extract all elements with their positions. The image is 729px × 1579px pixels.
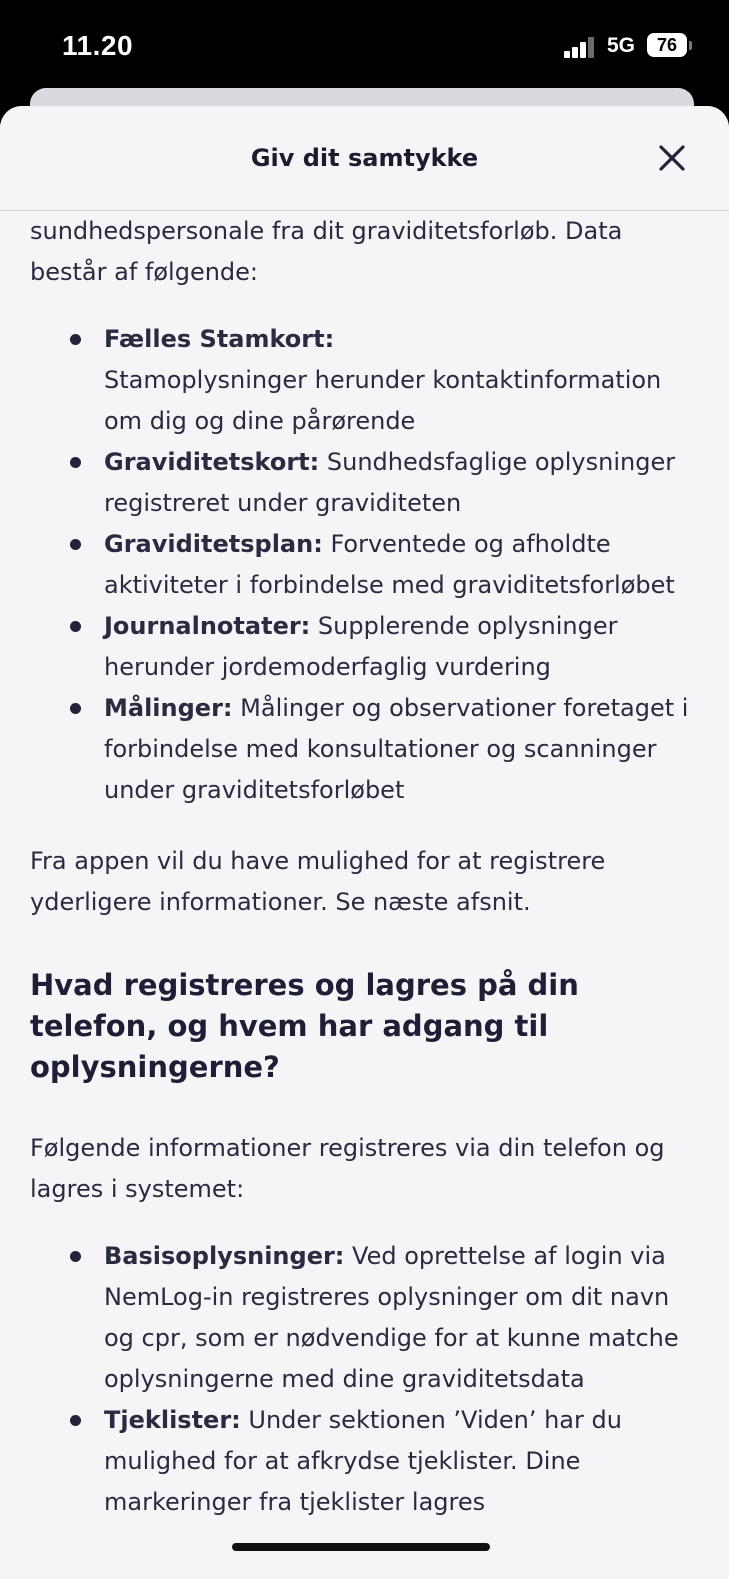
item-term: Journalnotater: [104,612,311,640]
sheet-header [0,106,729,211]
item-term: Basisoplysninger: [104,1242,345,1270]
section-heading: Hvad registreres og lagres på din telefon, og hvem har adgang til oplysningerne? [30,968,579,1084]
battery-cap [689,41,692,50]
consent-sheet [0,106,729,1579]
item-term: Målinger: [104,694,233,722]
item-term: Graviditetskort: [104,448,320,476]
item-text: Under sektionen ’Viden’ har du mulighed for at afkrydse tjeklister. Dine markeringer fra tjeklister lagres [104,1406,622,1516]
bullet [70,703,81,714]
list-item [30,442,700,524]
item-text: Sundhedsfaglige oplysninger registreret under graviditeten [104,448,676,517]
close-icon [657,143,687,173]
bullet [70,1251,81,1262]
item-term: Tjeklister: [104,1406,241,1434]
intro-line-2: består af følgende: [30,258,258,286]
bullet [70,1415,81,1426]
item-term: Graviditetsplan: [104,530,323,558]
bullet [70,621,81,632]
info-paragraph-2: Følgende informationer registreres via din telefon og lagres i systemet: [30,1134,665,1203]
list-item [30,688,700,811]
item-text: Forventede og afholdte aktiviteter i forbindelse med graviditetsforløbet [104,530,675,599]
item-text: Stamoplysninger herunder kontaktinformation om dig og dine pårørende [104,366,662,435]
item-text: Målinger og observationer foretaget i forbindelse med konsultationer og scanninger under graviditetsforløbet [104,694,689,804]
home-indicator[interactable] [232,1543,490,1551]
data-list [30,319,700,811]
list-item [30,1400,700,1523]
status-time: 11.20 [62,30,134,61]
bullet [70,457,81,468]
list-item [30,524,700,606]
network-type: 5G [607,34,636,57]
battery-icon: 76 [647,33,687,57]
consent-text [30,211,700,1523]
phone-data-list [30,1236,700,1523]
bullet [70,539,81,550]
cellular-signal-icon [564,36,596,58]
sheet-title: Giv dit samtykke [250,144,479,172]
item-text: Ved oprettelse af login via NemLog-in registreres oplysninger om dit navn og cpr, som er nødvendige for at kunne matche oplysningerne med dine graviditetsdata [104,1242,679,1393]
list-item [30,1236,700,1400]
list-item [30,319,700,442]
item-text: Supplerende oplysninger herunder jordemoderfaglig vurdering [104,612,618,681]
info-paragraph: Fra appen vil du have mulighed for at registrere yderligere informationer. Se næste afsnit. [30,847,606,916]
list-item [30,606,700,688]
intro-text [30,211,700,293]
status-bar [0,0,729,90]
bullet [70,334,81,345]
item-term: Fælles Stamkort: [104,325,335,353]
close-button[interactable] [652,138,692,178]
intro-line-1: sundhedspersonale fra dit graviditetsforløb. Data [30,217,623,245]
